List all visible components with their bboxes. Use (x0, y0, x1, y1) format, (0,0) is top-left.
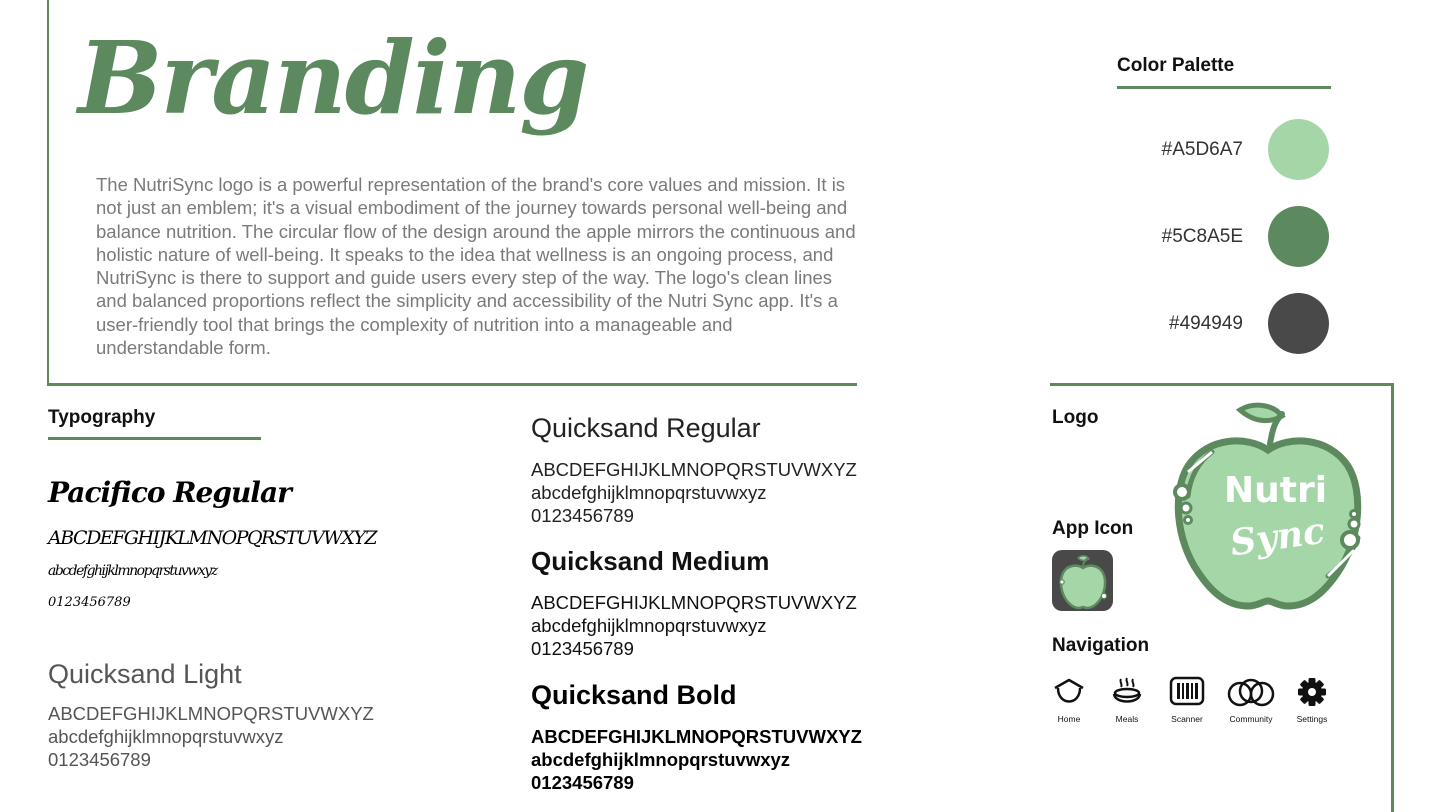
quicksand-bold-lowercase-sample: abcdefghijklmnopqrstuvwxyz (531, 749, 791, 770)
pacifico-digits-sample: 0123456789 (48, 595, 131, 610)
nav-label-meals: Meals (1115, 714, 1139, 724)
quicksand-light-lowercase-sample: abcdefghijklmnopqrstuvwxyz (48, 726, 284, 747)
quicksand-medium-digits-sample: 0123456789 (531, 638, 634, 659)
logo-heading: Logo (1052, 407, 1099, 428)
typography-heading: Typography (48, 407, 156, 428)
color-hex-label: #5C8A5E (1161, 226, 1243, 247)
typography-underline (48, 437, 261, 440)
color-palette-underline (1117, 86, 1331, 89)
color-hex-label: #A5D6A7 (1161, 139, 1243, 160)
community-icon (1226, 676, 1276, 708)
quicksand-light-uppercase-sample: ABCDEFGHIJKLMNOPQRSTUVWXYZ (48, 703, 374, 724)
color-swatch (1268, 206, 1329, 267)
nav-label-scanner: Scanner (1171, 714, 1203, 724)
navigation-heading: Navigation (1052, 635, 1150, 656)
apple-mini-icon (1052, 550, 1113, 611)
quicksand-light-digits-sample: 0123456789 (48, 749, 151, 770)
pacifico-lowercase-sample: abcdefghijklmnopqrstuvwxyz (48, 563, 217, 579)
quicksand-regular-digits-sample: 0123456789 (531, 505, 634, 526)
barcode-scanner-icon (1169, 676, 1205, 708)
quicksand-light-font-name: Quicksand Light (48, 659, 242, 689)
frame-line-right-top (1050, 383, 1394, 386)
nav-label-settings: Settings (1296, 714, 1328, 724)
quicksand-bold-uppercase-sample: ABCDEFGHIJKLMNOPQRSTUVWXYZ (531, 726, 862, 747)
quicksand-medium-uppercase-sample: ABCDEFGHIJKLMNOPQRSTUVWXYZ (531, 592, 857, 613)
nav-label-home: Home (1057, 714, 1081, 724)
color-swatch (1268, 119, 1329, 180)
meals-icon (1109, 676, 1145, 708)
color-swatch (1268, 293, 1329, 354)
frame-line-left (47, 0, 49, 386)
app-icon (1052, 550, 1113, 611)
pacifico-uppercase-sample: ABCDEFGHIJKLMNOPQRSTUVWXYZ (48, 527, 377, 549)
quicksand-regular-uppercase-sample: ABCDEFGHIJKLMNOPQRSTUVWXYZ (531, 459, 857, 480)
logo-word-nutri: Nutri (1224, 470, 1328, 511)
quicksand-medium-font-name: Quicksand Medium (531, 546, 770, 576)
color-hex-label: #494949 (1169, 313, 1243, 334)
logo-word-sync: Sync (1227, 509, 1328, 565)
quicksand-regular-lowercase-sample: abcdefghijklmnopqrstuvwxyz (531, 482, 767, 503)
nav-item-scanner[interactable] (1162, 676, 1212, 724)
brand-description: The NutriSync logo is a powerful representation of the brand's core values and mission. It is not just an emblem; it's a visual embodiment of the journey towards personal well-being and balance nutrition. The circular flow of the design around the apple mirrors the continuous and holistic nature of well-being. It speaks to the idea that wellness is an ongoing process, and NutriSync is there to support and guide users every step of the way. The logo's clean lines and balanced proportions reflect the simplicity and accessibility of the Nutri Sync app. It's a user-friendly tool that brings the complexity of nutrition into a manageable and understandable form. (96, 174, 856, 359)
home-icon (1051, 676, 1087, 708)
nav-item-home[interactable] (1044, 676, 1094, 724)
quicksand-bold-digits-sample: 0123456789 (531, 772, 634, 793)
gear-icon (1294, 676, 1330, 708)
nav-label-community: Community (1229, 714, 1273, 724)
page-title: Branding (78, 19, 588, 137)
color-palette-heading: Color Palette (1117, 55, 1235, 76)
quicksand-medium-lowercase-sample: abcdefghijklmnopqrstuvwxyz (531, 615, 767, 636)
app-icon-heading: App Icon (1052, 518, 1134, 539)
frame-line-right-side (1391, 383, 1394, 812)
nav-item-meals[interactable] (1102, 676, 1152, 724)
pacifico-font-name: Pacifico Regular (48, 476, 291, 509)
frame-line-bottom (47, 383, 857, 386)
nav-item-community[interactable] (1226, 676, 1276, 724)
quicksand-regular-font-name: Quicksand Regular (531, 413, 761, 443)
quicksand-bold-font-name: Quicksand Bold (531, 680, 737, 710)
nav-item-settings[interactable] (1287, 676, 1337, 724)
